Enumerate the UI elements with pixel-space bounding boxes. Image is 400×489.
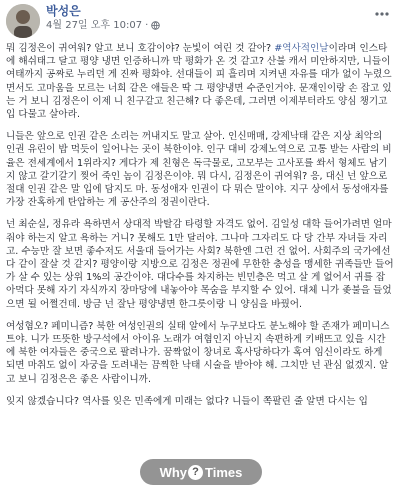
watermark-question-icon: ? [188, 465, 203, 480]
post-meta [46, 19, 160, 32]
post-timestamp[interactable]: 4월 27일 오후 10:07 [46, 20, 143, 31]
watermark-text-2: Times [205, 464, 243, 480]
author-name[interactable]: 박성은 [46, 4, 81, 18]
post-paragraph-2: 니들은 앞으로 인권 같은 소리는 꺼내지도 말고 살아. 인신매매, 강제낙태 같은 지상 최악의 인권 유린이 밥 먹듯이 일어나는 곳이 북한이야. 인구 대비 강제노역으로 고통 받는 사람의 비율은 전세계에서 1위라지? 게다가 제 친형은 독극물로, 고모부는 고사포를 쏴서 형체도 남기지 않고 갈기갈기 찢어 죽인 놈이 김정은이야. 뭐 다시, 김정은이 귀여워? 응, 대신 넌 앞으로 절대 인권 같은 말 입에 담지도 마. 동성애자 인권이 다 뭐슨 말이야. 지구 상에서 동성애자를 가장 잔혹하게 탄압하는 게 공산주의 정권이란다. [6, 131, 392, 209]
post-header [0, 0, 400, 40]
globe-icon[interactable] [151, 21, 160, 30]
post-body [6, 42, 394, 417]
watermark [140, 459, 262, 485]
avatar[interactable] [6, 4, 40, 38]
post-paragraph-3: 넌 최순실, 정유라 욕하면서 상대적 박탈감 타령할 자격도 없어. 김일성 대학 들어가려면 얼마 줘야 하는지 알고 욕하는 거니? 못해도 1만 달러야. 그나마 그자리도 다 당 간부 자녀들 자리고. 수능만 잘 보면 좋수저도 서울대 들어가는 사회? 북한엔 그런 건 없어. 사회주의 국가에선 다 같이 잘살 것 같지? 평양이랑 지방으로 김정은 정권에 무한한 충성을 맹세한 귀족들만 들어가 살 수 있는 상위 1%의 공간이야. 대다수를 차지하는 빈민층은 먹고 살 게 없어서 귀를 잡아먹다 못해 자기 자식까지 장마당에 내놓아야 목숨을 부지할 수 있어. 대체 니가 좆불을 들었으면 될 어쩔건데. 방금 넌 잘난 평양냉면 한그릇이랑 니 양심을 바꿨어. [6, 219, 394, 310]
post-paragraph-4: 여성혐오? 페미니즘? 북한 여성인권의 실태 알에서 누구보다도 분노해야 할 존재가 페미니스트야. 니가 뜨뜻한 방구석에서 아이유 노래가 여혐인지 아닌지 속편하게 키배뜨고 있을 시간에 북한 여자들은 중국으로 팔려나가. 꿈짝없이 창녀로 혹사당하다가 혹여 임신이라도 하게 되면 마취도 없이 자궁을 도려내는 끔찍한 낙태 시술을 받아야 해. 그치만 넌 관심 없겠지. 알고 보니 김정은은 좋은 사람이니까. [6, 320, 390, 385]
watermark-text-1: Why [159, 464, 188, 480]
post-paragraph-1 [6, 42, 394, 121]
hashtag-link[interactable]: #역사적인날 [274, 43, 329, 54]
paragraph-1-text-b: 이라며 인스타에 해쉬태그 달고 평양 냉면 인증하니까 막 평화가 온 것 같고? 산불 캐서 미안하지만, 니들이 여태까지 공짜로 누리던 게 진짜 평화야. 선대들이 피 흘리며 지켜낸 자유를 대가 없이 누렸으면서도 고마움을 모르는 너희 같은 애들은 딱 그 평양냉면 수준인거야. 문재인이랑 손 잡고 있는 거 보니 김정은이 이제 니 친구같고 친근해? 다 좋은데, 그러면 이제부터라도 양심 챙기고 입 다물고 살아라. [6, 43, 392, 121]
author-block [46, 4, 160, 32]
meta-separator: · [145, 20, 149, 31]
more-options-icon[interactable] [374, 8, 390, 18]
paragraph-1-text-a: 뭐 김정은이 귀여워? 알고 보니 호감이야? 눈빛이 여린 것 같아? [6, 43, 275, 54]
avatar-image [6, 4, 40, 38]
post-paragraph-5: 잊지 않겠습니다? 역사를 잊은 민족에게 미래는 없다? 니들이 쪽팔린 줄 알면 다시는 입 [6, 395, 368, 407]
